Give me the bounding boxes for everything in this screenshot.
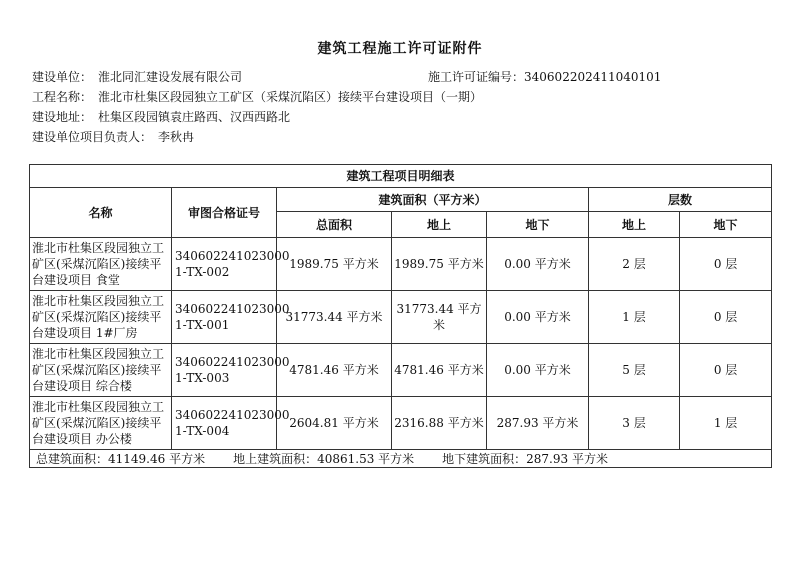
row-cert: 340602241023000 1-TX-001: [172, 291, 277, 344]
subheader-floors-above: 地上: [589, 212, 680, 238]
row-floors-above: 1 层: [589, 291, 680, 344]
row-below-area: 0.00 平方米: [487, 344, 589, 397]
row-below-area: 287.93 平方米: [487, 397, 589, 450]
table-row: [30, 238, 772, 291]
col-header-area: 建筑面积（平方米）: [277, 188, 589, 212]
summary-above-area: 地上建筑面积：40861.53 平方米: [233, 451, 415, 466]
col-header-floors: 层数: [589, 188, 772, 212]
row-floors-below: 0 层: [680, 291, 772, 344]
address-line: [32, 108, 290, 125]
row-floors-above: 5 层: [589, 344, 680, 397]
builder-value: 淮北同汇建设发展有限公司: [98, 70, 243, 84]
subheader-total: 总面积: [277, 212, 392, 238]
subheader-above: 地上: [392, 212, 487, 238]
row-floors-below: 0 层: [680, 344, 772, 397]
row-name: 淮北市杜集区段园独立工矿区(采煤沉陷区)接续平台建设项目 1#厂房: [30, 291, 172, 344]
address-value: 杜集区段园镇袁庄路西、汉西西路北: [98, 110, 291, 124]
subheader-below: 地下: [487, 212, 589, 238]
row-above-area: 4781.46 平方米: [392, 344, 487, 397]
summary-row: [30, 450, 772, 468]
row-floors-below: 1 层: [680, 397, 772, 450]
project-label: 工程名称：: [32, 90, 93, 104]
summary-cell: [30, 450, 772, 468]
row-name: 淮北市杜集区段园独立工矿区(采煤沉陷区)接续平台建设项目 综合楼: [30, 344, 172, 397]
page-title: 建筑工程施工许可证附件: [317, 41, 483, 57]
row-below-area: 0.00 平方米: [487, 238, 589, 291]
subheader-floors-below: 地下: [680, 212, 772, 238]
col-header-name: 名称: [30, 188, 172, 238]
row-total-area: 4781.46 平方米: [277, 344, 392, 397]
row-name: 淮北市杜集区段园独立工矿区(采煤沉陷区)接续平台建设项目 办公楼: [30, 397, 172, 450]
row-above-area: 2316.88 平方米: [392, 397, 487, 450]
table-row: [30, 397, 772, 450]
row-floors-below: 0 层: [680, 238, 772, 291]
project-value: 淮北市杜集区段园独立工矿区（采煤沉陷区）接续平台建设项目（一期）: [98, 90, 483, 104]
builder-line: [32, 68, 242, 85]
table-caption: 建筑工程项目明细表: [30, 165, 772, 188]
col-header-cert: 审图合格证号: [172, 188, 277, 238]
table-row: [30, 344, 772, 397]
detail-table: [29, 164, 772, 468]
address-label: 建设地址：: [32, 110, 93, 124]
manager-label: 建设单位项目负责人：: [32, 130, 153, 144]
summary-total-area: 总建筑面积：41149.46 平方米: [36, 451, 206, 466]
row-below-area: 0.00 平方米: [487, 291, 589, 344]
project-line: [32, 88, 482, 105]
row-cert: 340602241023000 1-TX-002: [172, 238, 277, 291]
row-cert: 340602241023000 1-TX-003: [172, 344, 277, 397]
row-floors-above: 2 层: [589, 238, 680, 291]
row-total-area: 2604.81 平方米: [277, 397, 392, 450]
manager-value: 李秋冉: [158, 130, 195, 144]
permit-line: [428, 68, 661, 85]
row-total-area: 31773.44 平方米: [277, 291, 392, 344]
row-above-area: 1989.75 平方米: [392, 238, 487, 291]
permit-label: 施工许可证编号：: [428, 70, 525, 84]
row-floors-above: 3 层: [589, 397, 680, 450]
summary-below-area: 地下建筑面积：287.93 平方米: [442, 451, 608, 466]
row-name: 淮北市杜集区段园独立工矿区(采煤沉陷区)接续平台建设项目 食堂: [30, 238, 172, 291]
row-cert: 340602241023000 1-TX-004: [172, 397, 277, 450]
table-row: [30, 291, 772, 344]
row-total-area: 1989.75 平方米: [277, 238, 392, 291]
permit-value: 340602202411040101: [524, 70, 662, 84]
manager-line: [32, 128, 194, 145]
row-above-area: 31773.44 平方米: [392, 291, 487, 344]
builder-label: 建设单位：: [32, 70, 93, 84]
